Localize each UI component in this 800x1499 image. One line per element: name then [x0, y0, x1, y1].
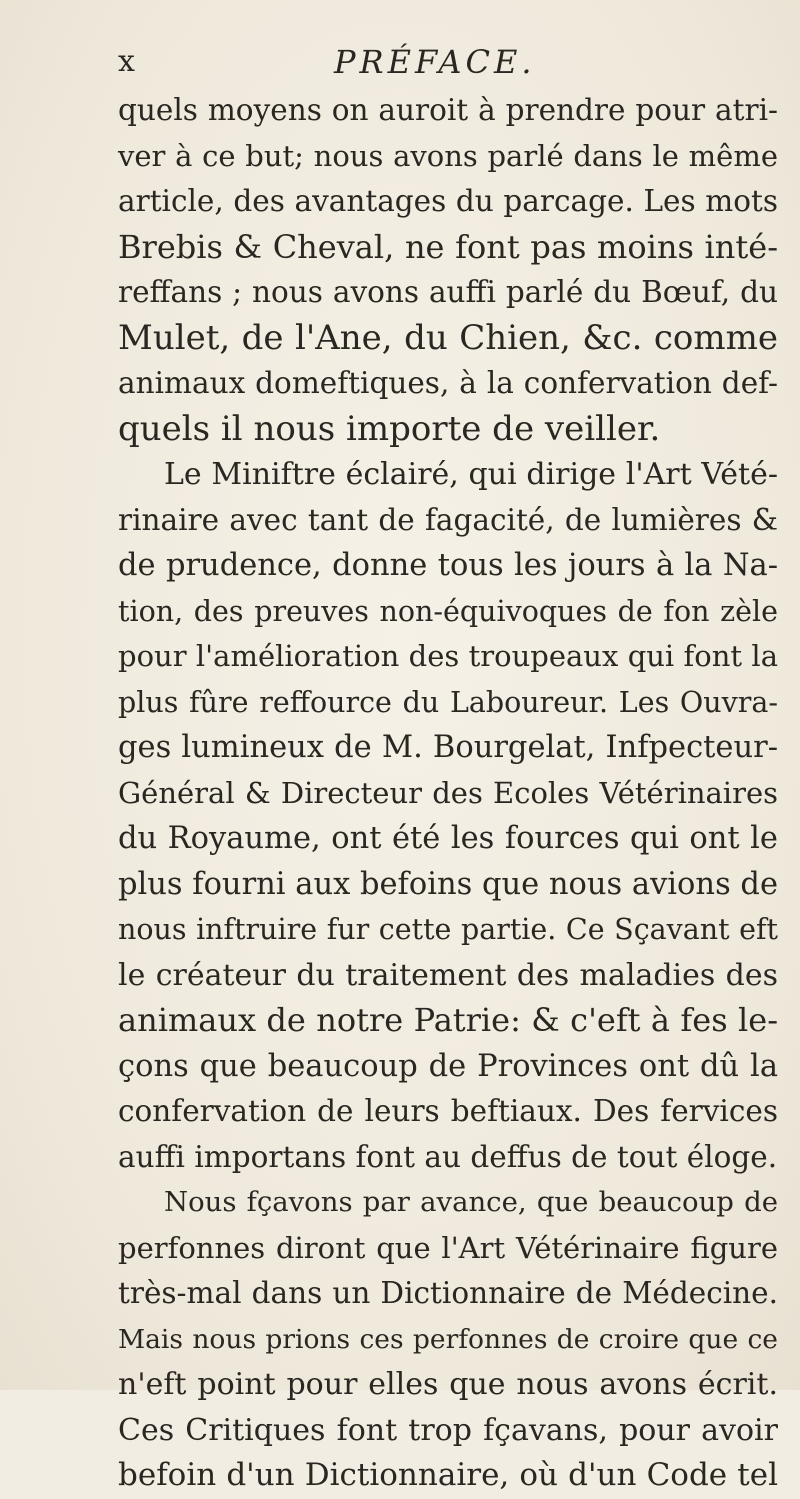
- text-line: quels il nous importe de veiller.: [118, 408, 661, 449]
- running-head: PRÉFACE.: [334, 43, 536, 81]
- text-line: Général & Directeur des Ecoles Vétérinaires: [118, 775, 778, 810]
- text-line: çons que beaucoup de Provinces ont dû la: [118, 1048, 778, 1084]
- paragraph-start-line: Nous fçavons par avance, que beaucoup de: [164, 1186, 778, 1218]
- text-line: auffi importans font au deffus de tout éloge.: [118, 1139, 778, 1174]
- page-number: x: [118, 44, 135, 79]
- text-line: article, des avantages du parcage. Les mots: [118, 184, 778, 218]
- text-line: nous inftruire fur cette partie. Ce Sçavant eft: [118, 913, 778, 946]
- text-line: Ces Critiques font trop fçavans, pour avoir: [118, 1412, 778, 1448]
- text-line: Mulet, de l'Ane, du Chien, &c. comme: [118, 317, 778, 358]
- text-line: n'eft point pour elles que nous avons écrit.: [118, 1367, 778, 1402]
- body-text: [118, 88, 778, 1499]
- text-line: ver à ce but; nous avons parlé dans le même: [118, 138, 778, 173]
- text-line: tion, des preuves non-équivoques de fon zèle: [118, 594, 778, 628]
- text-line: animaux domeftiques, à la confervation def-: [118, 366, 778, 400]
- text-line: confervation de leurs beftiaux. Des fervices: [118, 1094, 778, 1128]
- text-line: reffans ; nous avons auffi parlé du Bœuf, du: [118, 275, 778, 309]
- text-line: pour l'amélioration des troupeaux qui font la: [118, 639, 778, 673]
- text-line: du Royaume, ont été les fources qui ont le: [118, 821, 778, 856]
- text-line: animaux de notre Patrie: & c'eft à fes le-: [118, 1001, 778, 1039]
- text-line: très-mal dans un Dictionnaire de Médecine.: [118, 1276, 778, 1310]
- text-line: perfonnes diront que l'Art Vétérinaire figure: [118, 1230, 778, 1265]
- text-line: ges lumineux de M. Bourgelat, Infpecteur-: [118, 730, 778, 765]
- text-line: Mais nous prions ces perfonnes de croire que ce: [118, 1323, 778, 1355]
- text-line: plus fourni aux befoins que nous avions de: [118, 866, 778, 902]
- text-line: rinaire avec tant de fagacité, de lumières &: [118, 502, 778, 537]
- text-line: quels moyens on auroit à prendre pour atri-: [118, 93, 778, 127]
- text-line: le créateur du traitement des maladies des: [118, 957, 778, 993]
- text-line: befoin d'un Dictionnaire, où d'un Code tel: [118, 1457, 778, 1493]
- text-line: Brebis & Cheval, ne font pas moins inté-: [118, 227, 778, 266]
- text-line: plus fûre reffource du Laboureur. Les Ouvra-: [118, 685, 778, 719]
- paragraph-start-line: Le Miniftre éclairé, qui dirige l'Art Vété-: [164, 457, 778, 492]
- page-header: [118, 42, 678, 82]
- text-line: de prudence, donne tous les jours à la Na-: [118, 548, 778, 583]
